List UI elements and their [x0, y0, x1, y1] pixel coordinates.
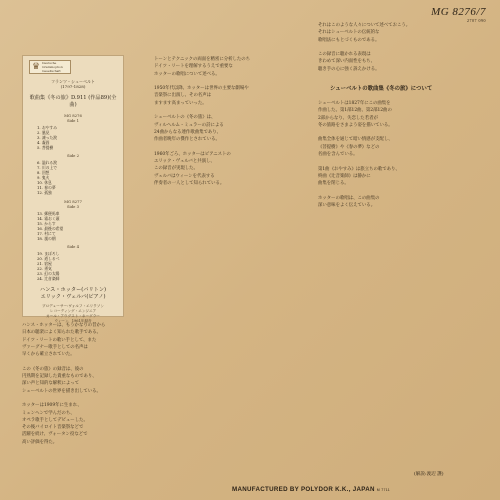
- text-line: シューベルトは1827年にこの曲集を: [318, 101, 391, 106]
- text-line: この《冬の旅》の録音は、彼の: [22, 366, 84, 372]
- text-line: 名曲を含んでいる。: [318, 152, 358, 158]
- text-line: それはこのような人々について述べておこう。: [318, 23, 411, 28]
- track-group: [29, 251, 117, 281]
- track-item: 6. 溢れる涙: [37, 160, 58, 165]
- text-line: [154, 107, 304, 114]
- logo-line-1: Deutsche: [42, 61, 57, 65]
- text-line: ホッターは1909年に生まれ、: [22, 403, 82, 409]
- credit-line: プロデューサー:ヴォルフ・エリクソン: [42, 304, 104, 308]
- track-item: 22. 勇気: [37, 266, 52, 271]
- text-line: 冬の旅路をさまよう姿を描いている。: [318, 122, 393, 128]
- performer-line: ハンス・ホッター(バリトン): [39, 287, 107, 293]
- track-item: 19. まぼろし: [37, 251, 60, 256]
- text-line: 高い評価を得た。: [22, 439, 58, 445]
- text-line: ホッターの歌唱は、この曲集の: [318, 195, 380, 201]
- text-line: ヴァーグナー歌手としての名声は: [22, 344, 88, 350]
- text-line: 終曲《辻音楽師》は静かに: [318, 173, 371, 179]
- track-item: 1. おやすみ: [37, 125, 58, 130]
- text-line: 音楽祭に出演し、その名声は: [154, 93, 212, 99]
- text-line: シューベルトの世界を描き出している。: [22, 388, 101, 394]
- track-item: 16. 最後の希望: [37, 226, 64, 231]
- text-line: ヴィルヘルム・ミュラーの詩による: [154, 122, 224, 128]
- text-line: [22, 395, 126, 402]
- track-item: 3. 凍った涙: [37, 135, 58, 140]
- text-line: [22, 358, 126, 365]
- section-heading: シューベルトの歌曲集《冬の旅》について: [330, 86, 433, 92]
- text-line: エリック・ヴェルバと共演し、: [154, 159, 215, 165]
- manufacturer-line: [232, 486, 390, 493]
- text-line: シューベルトの《冬の旅》は、: [154, 115, 216, 121]
- print-code: M 7711: [376, 488, 390, 492]
- side-label: Side 4: [66, 244, 80, 249]
- track-item: 2. 風見: [37, 130, 50, 135]
- text-line: オペラ歌手としてデビューした。: [22, 417, 88, 423]
- track-item: 23. 幻の太陽: [37, 271, 60, 276]
- performers: [29, 287, 117, 301]
- text-line: ホッターの歌唱について述べる。: [154, 71, 220, 77]
- logo-line-3: Gesellschaft: [42, 69, 61, 73]
- text-line: 《菩提樹》や《春の夢》などの: [318, 144, 380, 150]
- text-line: 円熟期を記録した貴重なものであり、: [22, 374, 97, 380]
- text-line: それはシューベルトの伝統的な: [318, 30, 380, 36]
- text-line: 作曲した。第1部12曲、第2部12曲の: [318, 108, 392, 114]
- text-line: 歌唱法にもとづくものである。: [318, 37, 380, 43]
- track-item: 12. 孤独: [37, 190, 52, 195]
- text-line: この録音に聴かれる表現は: [318, 52, 371, 58]
- text-line: 作曲者晩年の傑作とされている。: [154, 137, 220, 143]
- text-line: ミュンヘンで学んだのち、: [22, 410, 75, 416]
- track-group: [29, 125, 117, 150]
- side-label: Side 3: [66, 204, 80, 209]
- track-item: 18. 嵐の朝: [37, 236, 56, 241]
- track-item: 4. 凝固: [37, 140, 50, 145]
- record-label-number: MG 8277: [64, 199, 82, 204]
- track-item: 11. 春の夢: [37, 185, 56, 190]
- text-line: [318, 44, 478, 51]
- track-item: 21. 宿屋: [37, 261, 52, 266]
- track-item: 14. 霜おく頭: [37, 216, 60, 221]
- text-line: 2部からなり、失恋した若者が: [318, 115, 378, 121]
- text-line: きわめて深い内面性をもち、: [318, 59, 376, 65]
- text-line: 早くから確立されていた。: [22, 352, 75, 358]
- text-line: ますます高まっていった。: [154, 100, 207, 106]
- track-item: 8. 回想: [37, 170, 50, 175]
- text-line: 聴き手の心に強く訴えかける。: [318, 66, 380, 72]
- track-item: 13. 郵便馬車: [37, 211, 60, 216]
- catalog-subcode: 2707 090: [467, 18, 486, 23]
- track-item: 17. 村にて: [37, 231, 56, 236]
- work-title: 歌曲集《冬の旅》D.911 (作品89)(全曲): [29, 95, 117, 108]
- text-line: 日本の聴衆によく知られた歌手である。: [22, 330, 102, 336]
- composer-dates: (1797-1828): [60, 84, 86, 89]
- logo-line-2: Grammophon: [42, 65, 63, 69]
- text-line: 1960年ごろ、ホッターはピアニストの: [154, 151, 231, 157]
- recording-credits: [29, 304, 117, 324]
- text-column-3b: [318, 100, 478, 209]
- text-line: 曲集を閉じる。: [318, 181, 349, 187]
- text-line: [318, 188, 478, 195]
- annotator-signature: (解説:渡辺 護): [414, 472, 444, 477]
- text-line: 伴奏者の一人として知られている。: [154, 181, 225, 187]
- side-label: Side 2: [66, 153, 80, 158]
- track-item: 7. 川の上で: [37, 165, 58, 170]
- record-label-number: MG 8276: [64, 113, 82, 118]
- track-item: 24. 辻音楽師: [37, 276, 60, 281]
- credit-line: ウィーン、1961年録音: [54, 319, 92, 323]
- track-item: 10. 休息: [37, 180, 52, 185]
- side-label: Side 1: [66, 118, 80, 123]
- text-line: [154, 144, 304, 151]
- text-line: ヴェルバはウィーンを代表する: [154, 173, 215, 179]
- text-line: [154, 78, 304, 85]
- manufacturer-text: MANUFACTURED BY POLYDOR K.K., JAPAN: [232, 486, 375, 493]
- text-line: 1950年代以降、ホッターは世界の主要な劇場や: [154, 86, 249, 92]
- text-column-3: [318, 22, 478, 73]
- track-item: 9. 鬼火: [37, 175, 50, 180]
- text-line: その後バイロイト音楽祭などで: [22, 425, 84, 431]
- text-column-1: [22, 322, 126, 446]
- track-group: [29, 211, 117, 241]
- track-item: 15. からす: [37, 221, 56, 226]
- catalog-number-text: MG 8276/7: [431, 6, 486, 18]
- text-line: 深い声と知的な解釈によって: [22, 381, 80, 387]
- track-item: 5. 菩提樹: [37, 145, 54, 150]
- track-group: [29, 160, 117, 195]
- credit-line: カール・アウグスト・ネーグラー: [46, 314, 100, 318]
- text-line: 第1曲《おやすみ》は旅立ちの歌であり、: [318, 166, 400, 172]
- text-line: [318, 129, 478, 136]
- text-line: ドイツ・リートの歌い手として、また: [22, 337, 97, 343]
- text-line: [318, 158, 478, 165]
- credit-line: レコーディング・エンジニア: [49, 309, 97, 313]
- text-column-2: [154, 56, 304, 187]
- side-list: [29, 113, 117, 281]
- text-line: この録音が実現した。: [154, 166, 198, 172]
- dg-logo: [29, 60, 71, 74]
- track-list-panel: [22, 55, 124, 323]
- catalog-number: [431, 6, 486, 23]
- composer-name: フランツ・シューベルト: [51, 79, 95, 84]
- crown-icon: ♛: [32, 61, 41, 72]
- track-item: 20. 道しるべ: [37, 256, 60, 261]
- performer-line: エリック・ヴェルバ(ピアノ): [40, 294, 106, 300]
- text-line: 活躍を続け、ヴォータン役などで: [22, 432, 88, 438]
- text-line: 深い意味をよく伝えている。: [318, 203, 376, 209]
- text-line: トーンとテクニックの両面を精密に分析したのち: [154, 57, 251, 62]
- text-line: 24曲からなる連作歌曲集であり、: [154, 129, 222, 135]
- text-line: ドイツ・リートを理解するうえで重要な: [154, 64, 233, 70]
- text-line: 曲集全体を通じて暗い情感が支配し、: [318, 137, 393, 143]
- text-line: ハンス・ホッターは、もうかなりの昔から: [22, 323, 106, 328]
